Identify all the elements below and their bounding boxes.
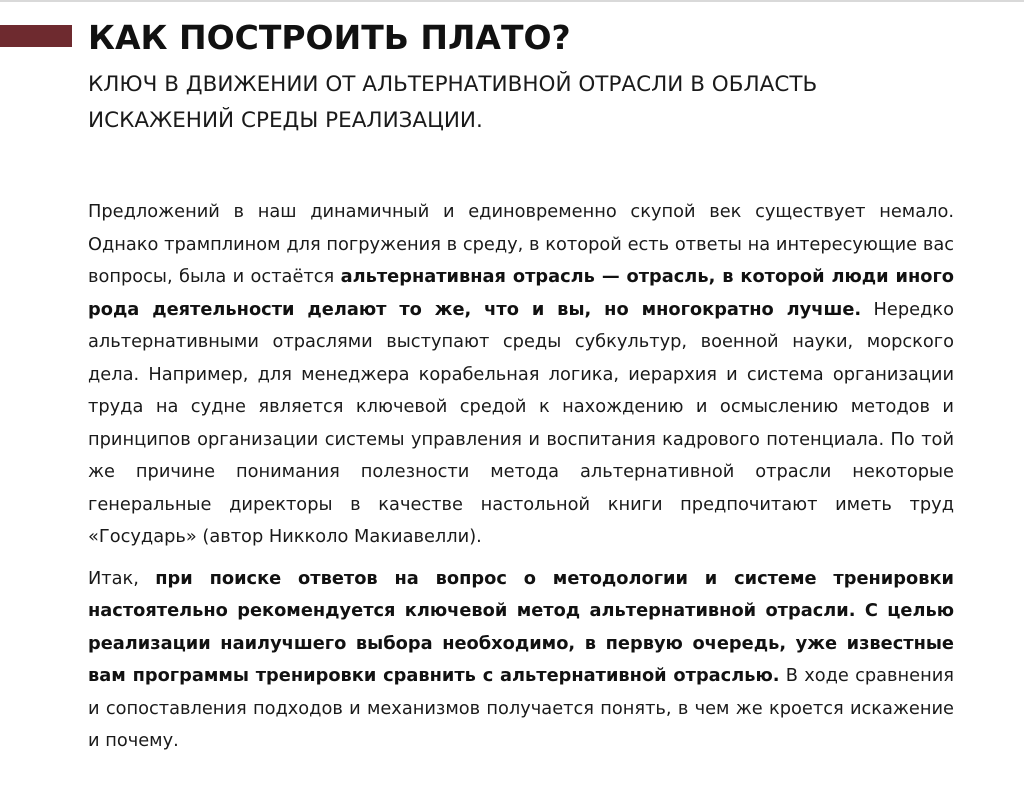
paragraph-2	[88, 563, 954, 758]
top-divider	[0, 0, 1024, 2]
article-body	[88, 196, 954, 758]
page-subtitle	[88, 67, 968, 139]
paragraph-1-emphasis: альтернативная отрасль — отрасль, в которой люди иного рода деятельности делают то же, что и вы, но многократно лучше.	[88, 266, 954, 320]
subtitle-line-1: КЛЮЧ В ДВИЖЕНИИ ОТ АЛЬТЕРНАТИВНОЙ ОТРАСЛИ В ОБЛАСТЬ	[88, 72, 818, 97]
paragraph-2-emphasis: при поиске ответов на вопрос о методологии и системе тренировки настоятельно рекомендуется ключевой метод альтернативной отрасли. С целью реализации наилучшего выбора необходимо, в первую очередь, уже известные вам программы тренировки сравнить с альтернативной отраслью.	[88, 567, 954, 686]
accent-bar	[0, 25, 72, 47]
paragraph-2-rest: В ходе сравнения и сопоставления подходов и механизмов получается понять, в чем же кроется искажение и почему.	[88, 665, 954, 751]
paragraph-1-intro: Предложений в наш динамичный и единовременно скупой век существует немало. Однако трамплином для погружения в среду, в которой есть ответы на интересующие вас вопросы, была и остаётся	[88, 201, 954, 287]
paragraph-1-rest: Нередко альтернативными отраслями выступают среды субкультур, военной науки, морского дела. Например, для менеджера корабельная логика, иерархия и система организации труда на судне является ключевой средой к нахождению и осмыслению методов и принципов организации системы управления и воспитания кадрового потенциала. По той же причине понимания полезности метода альтернативной отрасли некоторые генеральные директоры в качестве настольной книги предпочитают иметь труд «Государь» (автор Никколо Макиавелли).	[88, 298, 954, 547]
subtitle-line-2: ИСКАЖЕНИЙ СРЕДЫ РЕАЛИЗАЦИИ.	[88, 108, 483, 133]
paragraph-1	[88, 196, 954, 554]
paragraph-2-intro: Итак,	[88, 567, 156, 589]
page-title: КАК ПОСТРОИТЬ ПЛАТО?	[88, 18, 571, 57]
